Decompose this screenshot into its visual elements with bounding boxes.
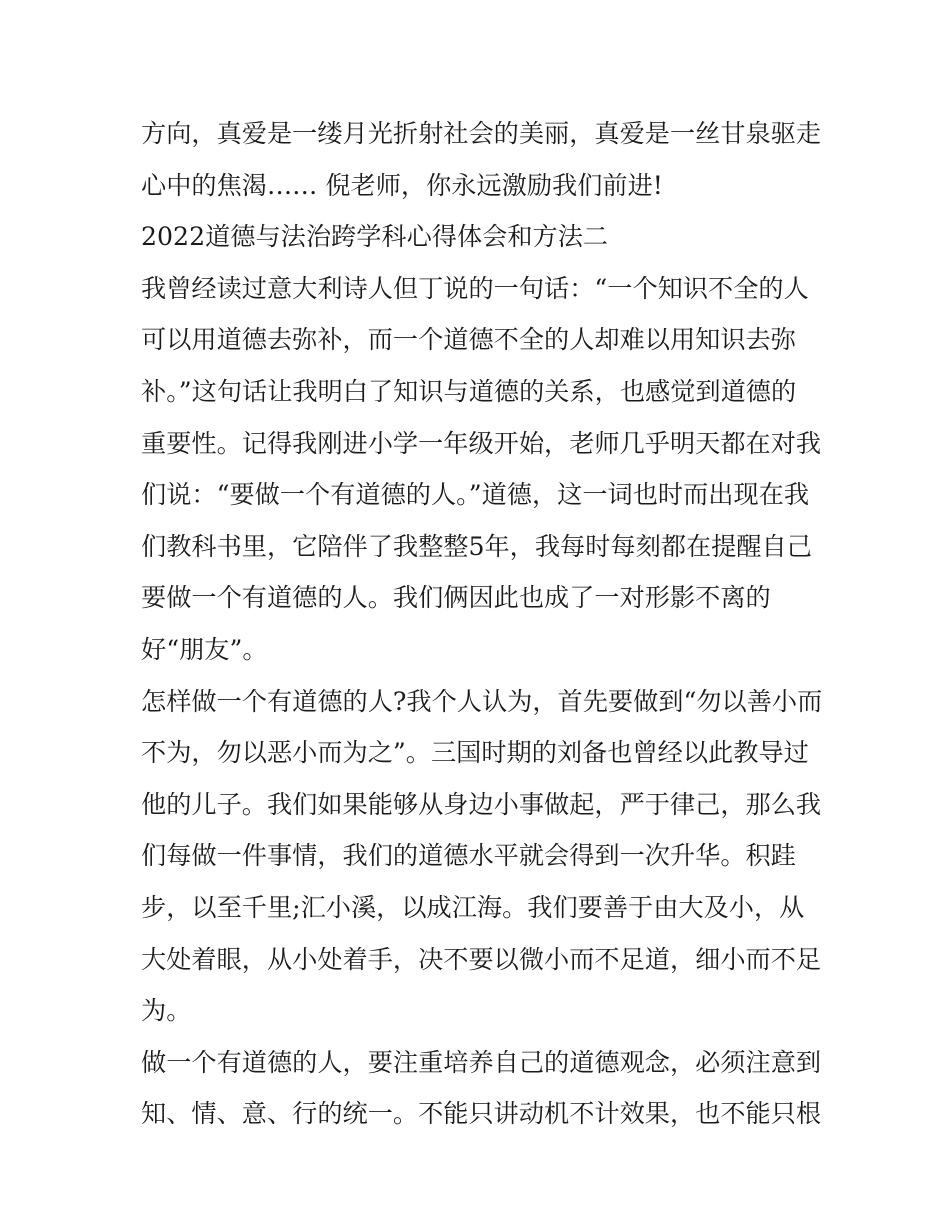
text-line: 为。	[141, 996, 192, 1026]
text-line: 们每做一件事情，我们的道德水平就会得到一次升华。积跬	[141, 841, 796, 871]
text-line: 好“朋友”。	[141, 634, 268, 664]
text-line: 心中的焦渴…… 倪老师，你永远激励我们前进!	[141, 170, 663, 200]
text-line: 要做一个有道德的人。我们俩因此也成了一对形影不离的	[141, 583, 771, 613]
text-line: 们说：“要做一个有道德的人。”道德，这一词也时而出现在我	[141, 480, 810, 510]
text-line: 大处着眼，从小处着手，决不要以微小而不足道，细小而不足	[141, 944, 822, 974]
text-line: 补。”这句话让我明白了知识与道德的关系，也感觉到道德的	[141, 376, 797, 406]
text-line: 知、情、意、行的统一。不能只讲动机不计效果，也不能只根	[141, 1099, 822, 1129]
text-line: 他的儿子。我们如果能够从身边小事做起，严于律己，那么我	[141, 789, 822, 819]
text-line: 步，以至千里;汇小溪，以成江海。我们要善于由大及小，从	[141, 892, 805, 922]
text-line: 怎样做一个有道德的人?我个人认为，首先要做到“勿以善小而	[141, 686, 823, 716]
text-line: 可以用道德去弥补，而一个道德不全的人却难以用知识去弥	[141, 325, 796, 355]
text-line: 我曾经读过意大利诗人但丁说的一句话：“一个知识不全的人	[141, 273, 809, 303]
text-line: 们教科书里，它陪伴了我整整5年，我每时每刻都在提醒自己	[141, 531, 812, 561]
text-line: 不为，勿以恶小而为之”。三国时期的刘备也曾经以此教导过	[141, 738, 809, 768]
text-line: 做一个有道德的人，要注重培养自己的道德观念，必须注意到	[141, 1047, 822, 1077]
text-line: 重要性。记得我刚进小学一年级开始，老师几乎明天都在对我	[141, 428, 822, 458]
section-heading: 2022道德与法治跨学科心得体会和方法二	[141, 222, 609, 252]
document-body	[141, 108, 821, 1140]
text-line: 方向，真爱是一缕月光折射社会的美丽，真爱是一丝甘泉驱走	[141, 119, 822, 148]
